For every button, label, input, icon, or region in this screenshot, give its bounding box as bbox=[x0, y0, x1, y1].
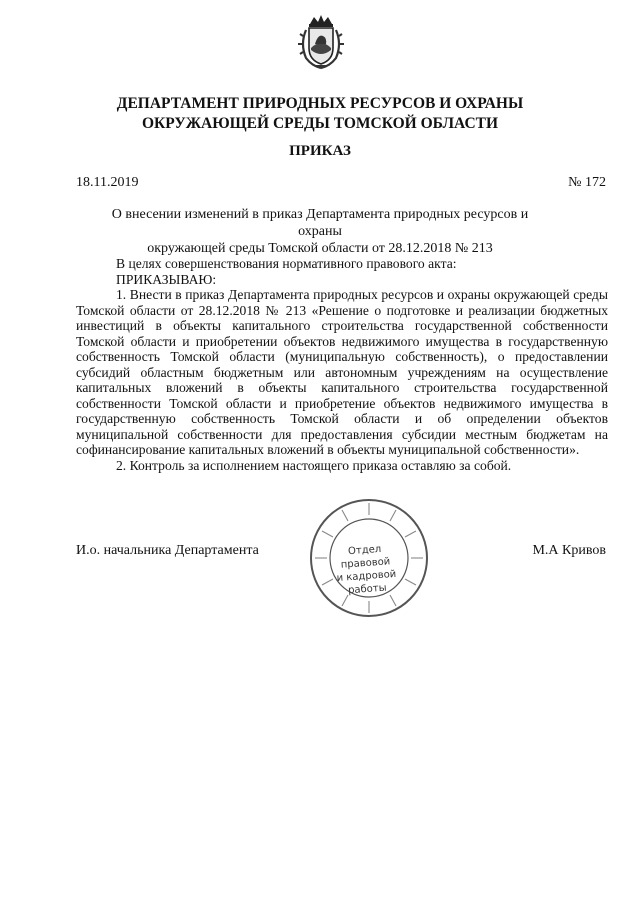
document-body bbox=[76, 256, 608, 473]
subject-line1: О внесении изменений в приказ Департамента природных ресурсов и охраны bbox=[111, 207, 529, 239]
stamp-text bbox=[326, 541, 405, 598]
document-date: 18.11.2019 bbox=[76, 175, 139, 190]
order-item-2: 2. Контроль за исполнением настоящего приказа оставляю за собой. bbox=[116, 457, 512, 473]
subject-line2: окружающей среды Томской области от 28.12.2018 № 213 bbox=[147, 241, 493, 256]
stamp-text-line1: Отдел правовой bbox=[340, 543, 391, 571]
document-subject bbox=[100, 206, 540, 257]
signatory-position: И.о. начальника Департамента bbox=[76, 543, 259, 558]
order-word: ПРИКАЗЫВАЮ: bbox=[116, 271, 217, 287]
department-name bbox=[60, 94, 580, 134]
signatory-name: М.А Кривов bbox=[532, 543, 606, 558]
department-name-line2: ОКРУЖАЮЩЕЙ СРЕДЫ ТОМСКОЙ ОБЛАСТИ bbox=[141, 115, 499, 132]
stamp-text-line3: работы bbox=[347, 582, 387, 597]
order-item-1: 1. Внести в приказ Департамента природных ресурсов и охраны окружающей среды Томской области от 28.12.2018 № 213 «Решение о подготовке и реализации бюджетных инвестиций в объекты капитального строительства государственной собственности Томской области и приобретении объектов недвижимого имущества в государственную собственность Томской области (муниципальную собственность), о предоставлении субсидий областным бюджетным или автономным учреждениям на осуществление капитальных вложений в объекты капитального строительства государственной собственности Томской области и приобретение объектов недвижимого имущества в государственную собственность Томской области и об определении объектов муниципальной собственности для предоставления субсидии местным бюджетам на софинансирование капитальных вложений в объекты муниципальной собственности». bbox=[76, 287, 608, 457]
coat-of-arms-icon bbox=[296, 14, 346, 70]
intro-paragraph: В целях совершенствования нормативного правового акта: bbox=[116, 256, 457, 271]
document-type-title: ПРИКАЗ bbox=[289, 143, 351, 159]
stamp-text-line2: и кадровой bbox=[336, 568, 397, 585]
department-name-line1: ДЕПАРТАМЕНТ ПРИРОДНЫХ РЕСУРСОВ И ОХРАНЫ bbox=[116, 95, 524, 112]
document-number: № 172 bbox=[568, 175, 606, 190]
